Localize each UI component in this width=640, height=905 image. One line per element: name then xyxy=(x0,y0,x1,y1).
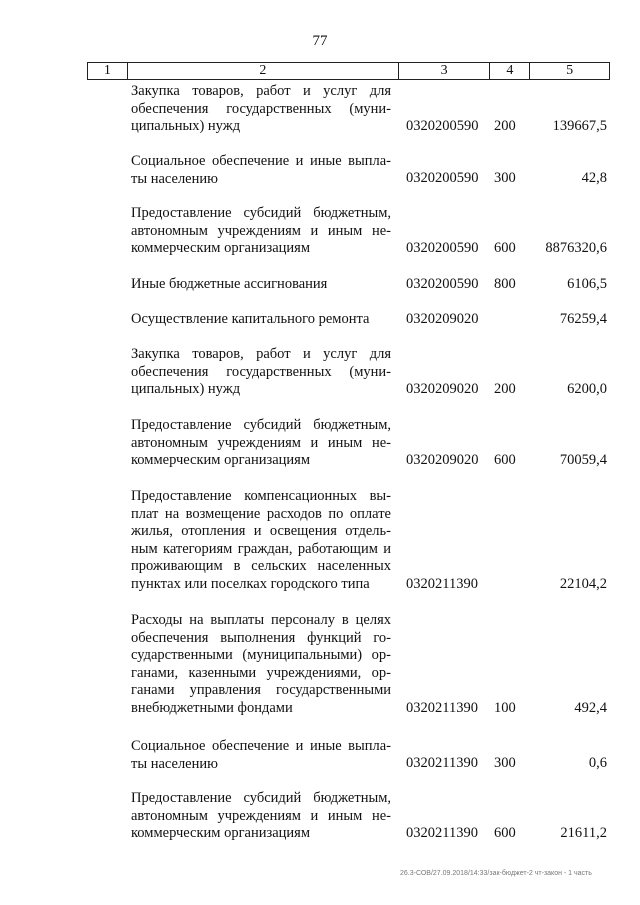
row-vr: 300 xyxy=(494,170,516,186)
row-name: Закупка товаров, работ и услуг для обеспечения государственных (муни-ципальных) нужд xyxy=(131,83,391,134)
row-name: Закупка товаров, работ и услуг для обеспечения государственных (муни-ципальных) нужд xyxy=(131,346,391,397)
row-code: 0320209020 xyxy=(406,381,479,397)
table-header xyxy=(87,62,610,80)
row-name: Социальное обеспечение и иные выпла-ты населению xyxy=(131,153,391,187)
row-amount: 8876320,6 xyxy=(545,240,607,256)
row-amount: 70059,4 xyxy=(559,452,607,468)
footer-stamp: 26.3-СОВ/27.09.2018/14:33/зак-бюджет-2 чт-закон - 1 часть xyxy=(400,870,592,877)
row-name: Иные бюджетные ассигнования xyxy=(131,276,328,292)
row-code: 0320209020 xyxy=(406,311,479,327)
header-col-2: 2 xyxy=(128,63,399,79)
row-amount: 6106,5 xyxy=(567,276,607,292)
row-code: 0320200590 xyxy=(406,276,479,292)
row-amount: 139667,5 xyxy=(552,118,607,134)
header-col-4: 4 xyxy=(490,63,530,79)
header-col-3: 3 xyxy=(399,63,491,79)
page-number: 77 xyxy=(312,33,328,49)
header-col-5: 5 xyxy=(566,63,574,78)
row-vr: 300 xyxy=(494,755,516,771)
row-vr: 600 xyxy=(494,452,516,468)
row-name: Предоставление субсидий бюджетным, автономным учреждениям и иным не-коммерческим организациям xyxy=(131,790,391,841)
row-code: 0320211390 xyxy=(406,576,478,592)
row-amount: 492,4 xyxy=(574,700,607,716)
row-amount: 21611,2 xyxy=(560,825,607,841)
row-code: 0320200590 xyxy=(406,170,479,186)
row-vr: 800 xyxy=(494,276,516,292)
row-code: 0320209020 xyxy=(406,452,479,468)
row-code: 0320211390 xyxy=(406,755,478,771)
row-name: Предоставление компенсационных вы-плат на возмещение расходов по оплате жилья, отопления и освещения отдель-ным категориям граждан, работающим и проживающим в сельских населенных пунктах или поселках городского типа xyxy=(131,488,391,592)
header-col-1: 1 xyxy=(88,63,128,79)
row-name: Предоставление субсидий бюджетным, автономным учреждениям и иным не-коммерческим организациям xyxy=(131,205,391,256)
row-amount: 6200,0 xyxy=(567,381,607,397)
row-code: 0320211390 xyxy=(406,825,478,841)
row-vr: 200 xyxy=(494,118,516,134)
row-code: 0320200590 xyxy=(406,118,479,134)
row-name: Социальное обеспечение и иные выпла-ты населению xyxy=(131,738,391,772)
row-name: Расходы на выплаты персоналу в целях обеспечения выполнения функций го-сударственными (муниципальными) ор-ганами, казенными учреждениями, ор-ганами управления государственными внебюджетными фондами xyxy=(131,612,391,716)
row-amount: 0,6 xyxy=(588,755,607,771)
row-vr: 200 xyxy=(494,381,516,397)
row-vr: 600 xyxy=(494,825,516,841)
row-amount: 76259,4 xyxy=(559,311,607,327)
row-amount: 22104,2 xyxy=(559,576,607,592)
row-vr: 100 xyxy=(494,700,516,716)
row-amount: 42,8 xyxy=(581,170,607,186)
row-code: 0320200590 xyxy=(406,240,479,256)
row-vr: 600 xyxy=(494,240,516,256)
row-code: 0320211390 xyxy=(406,700,478,716)
row-name: Осуществление капитального ремонта xyxy=(131,311,370,327)
row-name: Предоставление субсидий бюджетным, автономным учреждениям и иным не-коммерческим организациям xyxy=(131,417,391,468)
